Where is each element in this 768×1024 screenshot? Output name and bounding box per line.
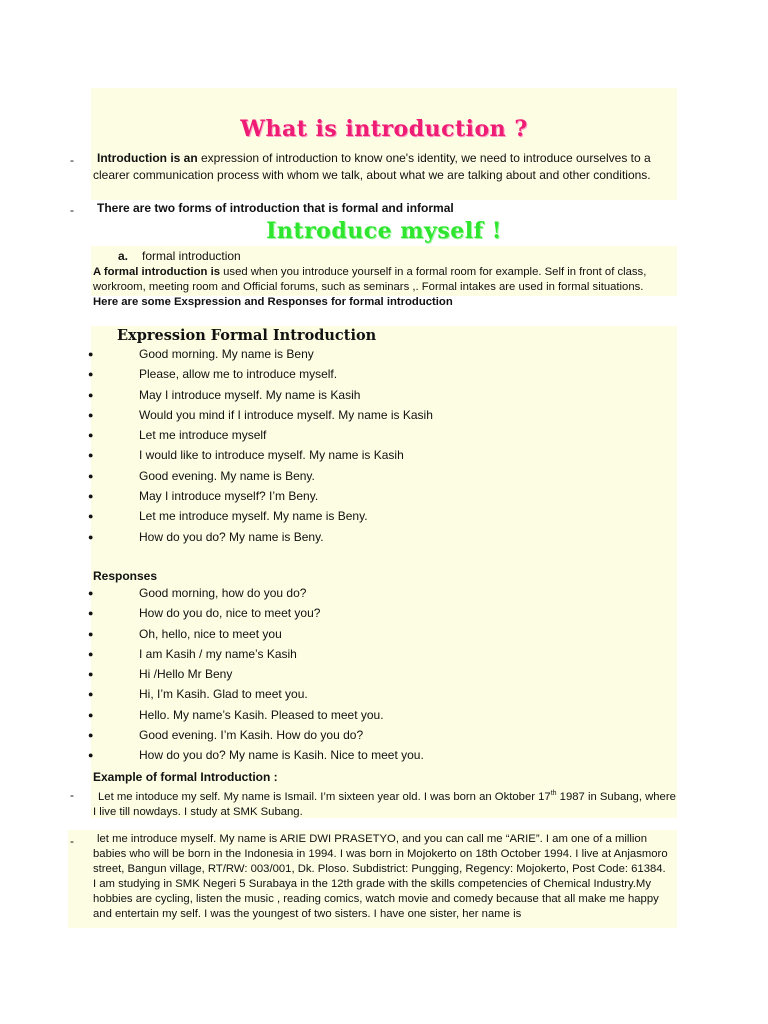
list-item-text: Good morning. My name is Beny [139,347,314,361]
page-title: What is introduction ? [240,116,528,142]
bullet-icon: ● [88,409,94,420]
dash-marker: - [70,834,74,848]
example-heading: Example of formal Introduction : [93,770,278,784]
forms-line [93,200,679,217]
dash-marker: - [70,203,74,217]
bullet-icon: ● [88,531,94,542]
bullet-icon: ● [88,648,94,659]
list-item-text: Good evening. My name is Beny. [139,468,315,483]
list-item-text: Please, allow me to introduce myself. [139,367,338,382]
bullet-icon: ● [88,750,94,761]
list-item-text: How do you do, nice to meet you? [139,606,321,621]
dash-marker: - [70,788,74,802]
bullet-icon: ● [88,511,94,522]
bullet-icon: ● [88,470,94,481]
list-item-text: May I introduce myself. My name is Kasih [139,387,361,402]
bullet-icon: ● [88,450,94,461]
dash-marker: - [70,153,74,167]
bullet-icon: ● [88,689,94,700]
list-item-text: Hi /Hello Mr Beny [139,667,233,682]
expression-heading: Expression Formal Introduction [117,327,377,344]
bullet-icon: ● [88,369,94,380]
bullet-icon: ● [88,669,94,680]
list-item-text: How do you do? My name is Kasih. Nice to meet you. [139,748,424,763]
bullet-icon: ● [88,628,94,639]
example-1-text-end: 1987 in Subang, where I live till nowdays. I study at SMK Subang. [93,790,676,818]
bullet-icon: ● [88,730,94,741]
section-title: Introduce myself ! [266,218,502,244]
formal-desc-last: Here are some Exspression and Responses for formal introduction [93,296,453,308]
list-item-text: I would like to introduce myself. My name is Kasih [139,448,404,463]
list-item-text: Would you mind if I introduce myself. My name is Kasih [139,407,433,422]
sub-a-label: a. [118,249,129,263]
example-1-sup: th [550,790,557,797]
example-1-text: Let me intoduce my self. My name is Ismail. I’m sixteen year old. I was born an Oktober 17 [98,790,551,803]
list-item-text: May I introduce myself? I’m Beny. [139,489,319,504]
bullet-icon: ● [88,491,94,502]
list-item-text: Let me introduce myself. My name is Beny. [139,509,368,524]
list-item-text: Hi, I’m Kasih. Glad to meet you. [139,687,308,702]
list-item-text: Good morning, how do you do? [139,586,307,600]
example-2-paragraph [93,832,671,922]
list-item-text: Let me introduce myself [139,428,267,443]
example-1-paragraph [93,786,679,820]
intro-paragraph [93,150,679,183]
formal-desc-bold: A formal introduction is [93,266,220,278]
list-item-text: I am Kasih / my name’s Kasih [139,646,297,661]
forms-text: There are two forms of introduction that is formal and informal [97,201,454,215]
sub-a-text: formal introduction [142,249,241,263]
list-item-text: Good evening. I’m Kasih. How do you do? [139,728,364,743]
bullet-icon: ● [88,430,94,441]
example-2-text: let me introduce myself. My name is ARIE DWI PRASETYO, and you can call me “ARIE”. I am one of a million babies who will be born in the Indonesia in 1994. I was born in Mojokerto on 18th October 1994. I live at Anjasmoro street, Bangun village, RT/RW: 003/001, Dk. Ploso. Subdistrict: Pungging, Regency: Mojokerto, Post Code: 61384. I am studying in SMK Negeri 5 Surabaya in the 12th grade with the skills competencies of Chemical Industry.My hobbies are cycling, listen the music , reading comics, watch movie and comedy because that all make me happy and entertain my self. I was the youngest of two sisters. I have one sister, her name is [93,833,668,920]
responses-heading: Responses [93,569,158,583]
formal-description [93,265,679,310]
list-item-text: Oh, hello, nice to meet you [139,626,282,641]
formal-desc-text: used when you introduce yourself in a formal room for example. Self in front of class, workroom, meeting room and Official forums, such as seminars ,. Formal intakes are used in formal situations. [93,266,647,293]
bullet-icon: ● [88,349,94,359]
intro-bold: Introduction is an [97,151,198,165]
intro-text: expression of introduction to know one's identity, we need to introduce ourselves to a clearer communication process with whom we talk, about what we are talking about and other conditions. [93,151,651,182]
list-item-text: How do you do? My name is Beny. [139,529,324,544]
bullet-icon: ● [88,389,94,400]
bullet-icon: ● [88,709,94,720]
bullet-icon: ● [88,608,94,619]
bullet-icon: ● [88,588,94,598]
list-item-text: Hello. My name’s Kasih. Pleased to meet you. [139,707,384,722]
